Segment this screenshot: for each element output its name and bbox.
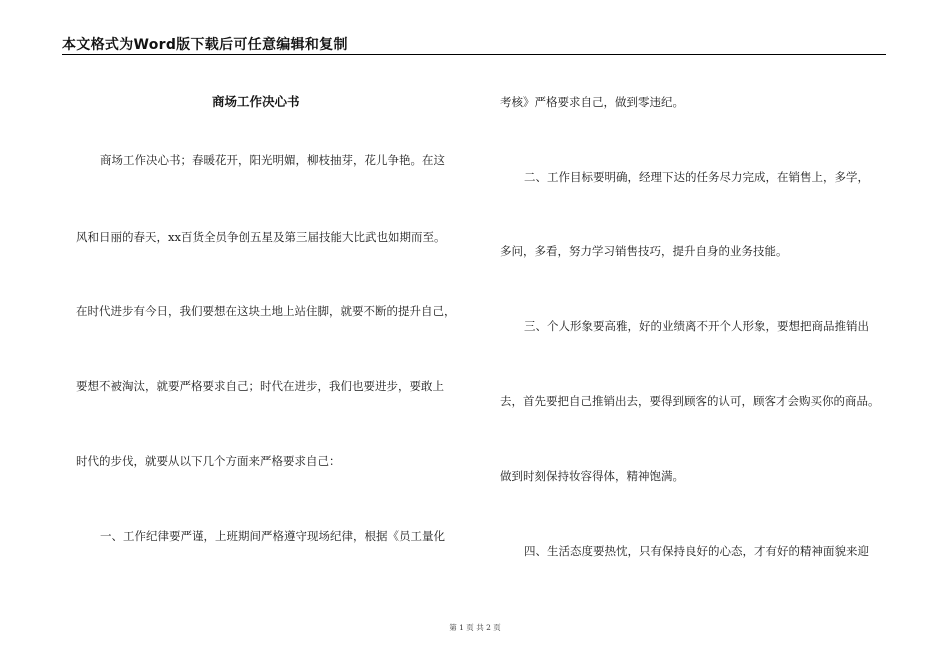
paragraph-line: 在时代进步有今日，我们要想在这块土地上站住脚，就要不断的提升自己， [76, 304, 456, 318]
paragraph-line: 商场工作决心书；春暖花开，阳光明媚，柳枝抽芽，花儿争艳。在这 [100, 153, 445, 167]
left-column [76, 0, 468, 672]
paragraph-line: 四、生活态度要热忱，只有保持良好的心态，才有好的精神面貌来迎 [524, 544, 869, 558]
paragraph-line: 考核》严格要求自己，做到零违纪。 [500, 95, 684, 109]
paragraph-line: 风和日丽的春天，xx百货全员争创五星及第三届技能大比武也如期而至。 [76, 230, 446, 244]
document-title: 商场工作决心书 [212, 94, 300, 109]
paragraph-line: 多问，多看，努力学习销售技巧，提升自身的业务技能。 [500, 244, 788, 258]
page-number: 第 1 页 共 2 页 [449, 623, 501, 632]
header-text: 本文格式为Word版下载后可任意编辑和复制 [62, 37, 348, 53]
paragraph-line: 要想不被淘汰，就要严格要求自己；时代在进步，我们也要进步，要敢上 [76, 379, 444, 393]
paragraph-line: 三、个人形象要高雅，好的业绩离不开个人形象，要想把商品推销出 [524, 319, 869, 333]
paragraph-line: 做到时刻保持妆容得体，精神饱满。 [500, 469, 684, 483]
paragraph-line: 去，首先要把自己推销出去，要得到顾客的认可，顾客才会购买你的商品。 [500, 394, 880, 408]
paragraph-line: 一、工作纪律要严谨，上班期间严格遵守现场纪律，根据《员工量化 [100, 529, 445, 543]
paragraph-line: 时代的步伐，就要从以下几个方面来严格要求自己： [76, 454, 341, 468]
paragraph-line: 二、工作目标要明确，经理下达的任务尽力完成，在销售上，多学， [524, 170, 869, 184]
right-column [500, 0, 892, 672]
